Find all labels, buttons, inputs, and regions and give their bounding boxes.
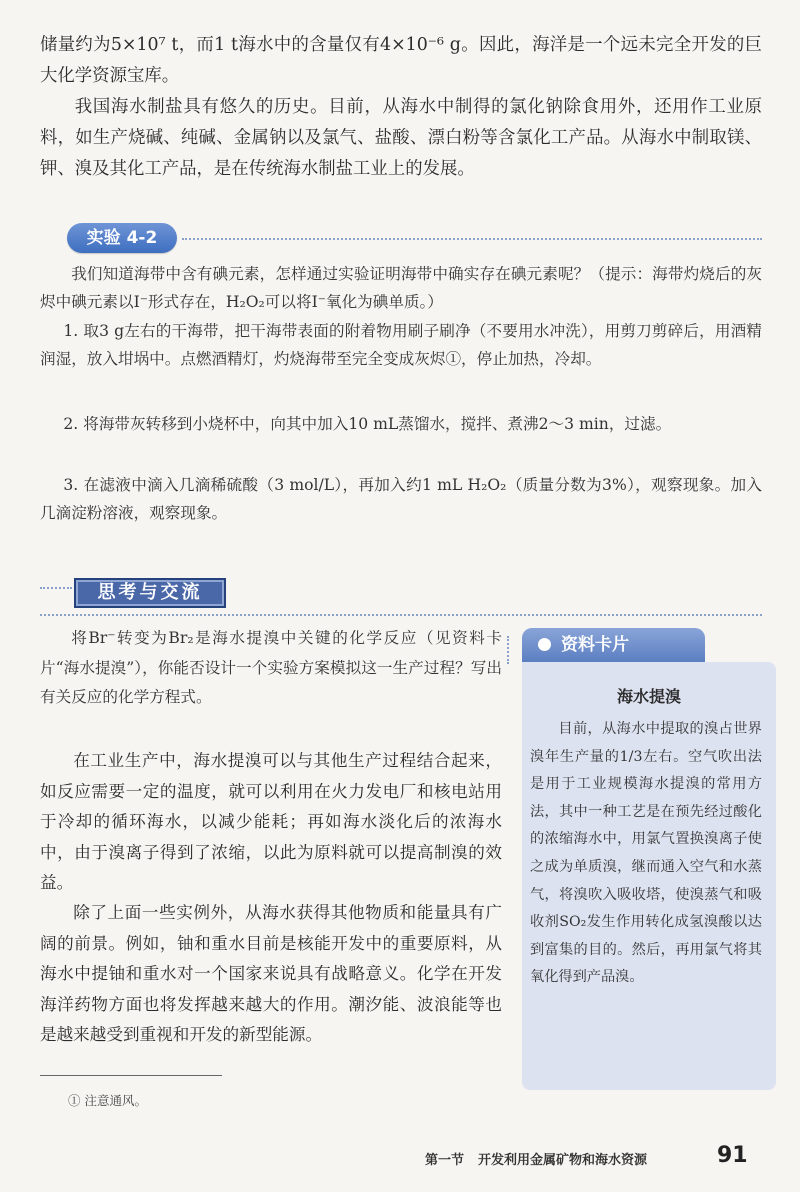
circle-bullet-icon	[538, 638, 551, 651]
think-discuss-text: 将Br⁻转变为Br₂是海水提溴中关键的化学反应（见资料卡片“海水提溴”），你能否设计一个实验方案模拟这一生产过程？写出有关反应的化学方程式。	[40, 629, 502, 706]
experiment-label: 实验 4-2	[67, 223, 177, 253]
data-card-title: 海水提溴	[616, 687, 681, 706]
experiment-step-3: 3. 在滤液中滴入几滴稀硫酸（3 mol/L），再加入约1 mL H₂O₂（质量分数为3%），观察现象。加入几滴淀粉溶液，观察现象。	[40, 476, 762, 523]
footnote: ① 注意通风。	[68, 1093, 147, 1108]
experiment-step-1: 1. 取3 g左右的干海带，把干海带表面的附着物用刷子刷净（不要用水冲洗），用剪刀剪碎后，用酒精润湿，放入坩埚中。点燃酒精灯，灼烧海带至完全变成灰烬①，停止加热，冷却。	[40, 322, 762, 369]
data-card-tab	[522, 628, 705, 662]
page-footer	[425, 1149, 647, 1168]
experiment-divider	[182, 238, 762, 240]
page-number: 91	[717, 1143, 748, 1168]
intro-paragraph-2: 我国海水制盐具有悠久的历史。目前，从海水中制得的氯化钠除食用外，还用作工业原料，如生产烧碱、纯碱、金属钠以及氯气、盐酸、漂白粉等含氯化工产品。从海水中制取镁、钾、溴及其化工产品，是在传统海水制盐工业上的发展。	[40, 97, 762, 179]
think-divider	[40, 614, 762, 616]
experiment-step-2: 2. 将海带灰转移到小烧杯中，向其中加入10 mL蒸馏水，搅拌、煮沸2～3 min，过滤。	[63, 415, 672, 433]
body-paragraph-2: 除了上面一些实例外，从海水获得其他物质和能量具有广阔的前景。例如，铀和重水目前是核能开发中的重要原料，从海水中提铀和重水对一个国家来说具有战略意义。化学在开发海洋药物方面也将发挥越来越大的作用。潮汐能、波浪能等也是越来越受到重视和开发的新型能源。	[40, 903, 502, 1044]
experiment-intro: 我们知道海带中含有碘元素，怎样通过实验证明海带中确实存在碘元素呢？（提示：海带灼烧后的灰烬中碘元素以I⁻形式存在，H₂O₂可以将I⁻氧化为碘单质。）	[40, 265, 762, 312]
footnote-divider	[40, 1075, 222, 1076]
data-card-tab-label: 资料卡片	[561, 635, 629, 655]
think-vertical-dots	[507, 636, 509, 664]
think-discuss-label: 思考与交流	[74, 578, 226, 608]
intro-paragraph-1: 储量约为5×10⁷ t，而1 t海水中的含量仅有4×10⁻⁶ g。因此，海洋是一个远未完全开发的巨大化学资源宝库。	[40, 35, 762, 86]
data-card-text: 目前，从海水中提取的溴占世界溴年生产量的1/3左右。空气吹出法是用于工业规模海水提溴的常用方法，其中一种工艺是在预先经过酸化的浓缩海水中，用氯气置换溴离子使之成为单质溴，继而通入空气和水蒸气，将溴吹入吸收塔，使溴蒸气和吸收剂SO₂发生作用转化成氢溴酸以达到富集的目的。然后，再用氯气将其氧化得到产品溴。	[530, 721, 762, 986]
footer-section: 第一节	[425, 1153, 465, 1168]
footer-chapter: 开发利用金属矿物和海水资源	[478, 1153, 648, 1168]
think-left-dots	[40, 587, 72, 589]
body-paragraph-1: 在工业生产中，海水提溴可以与其他生产过程结合起来，如反应需要一定的温度，就可以利用在火力发电厂和核电站用于冷却的循环海水，以减少能耗；再如海水淡化后的浓海水中，由于溴离子得到了浓缩，以此为原料就可以提高制溴的效益。	[40, 751, 502, 892]
